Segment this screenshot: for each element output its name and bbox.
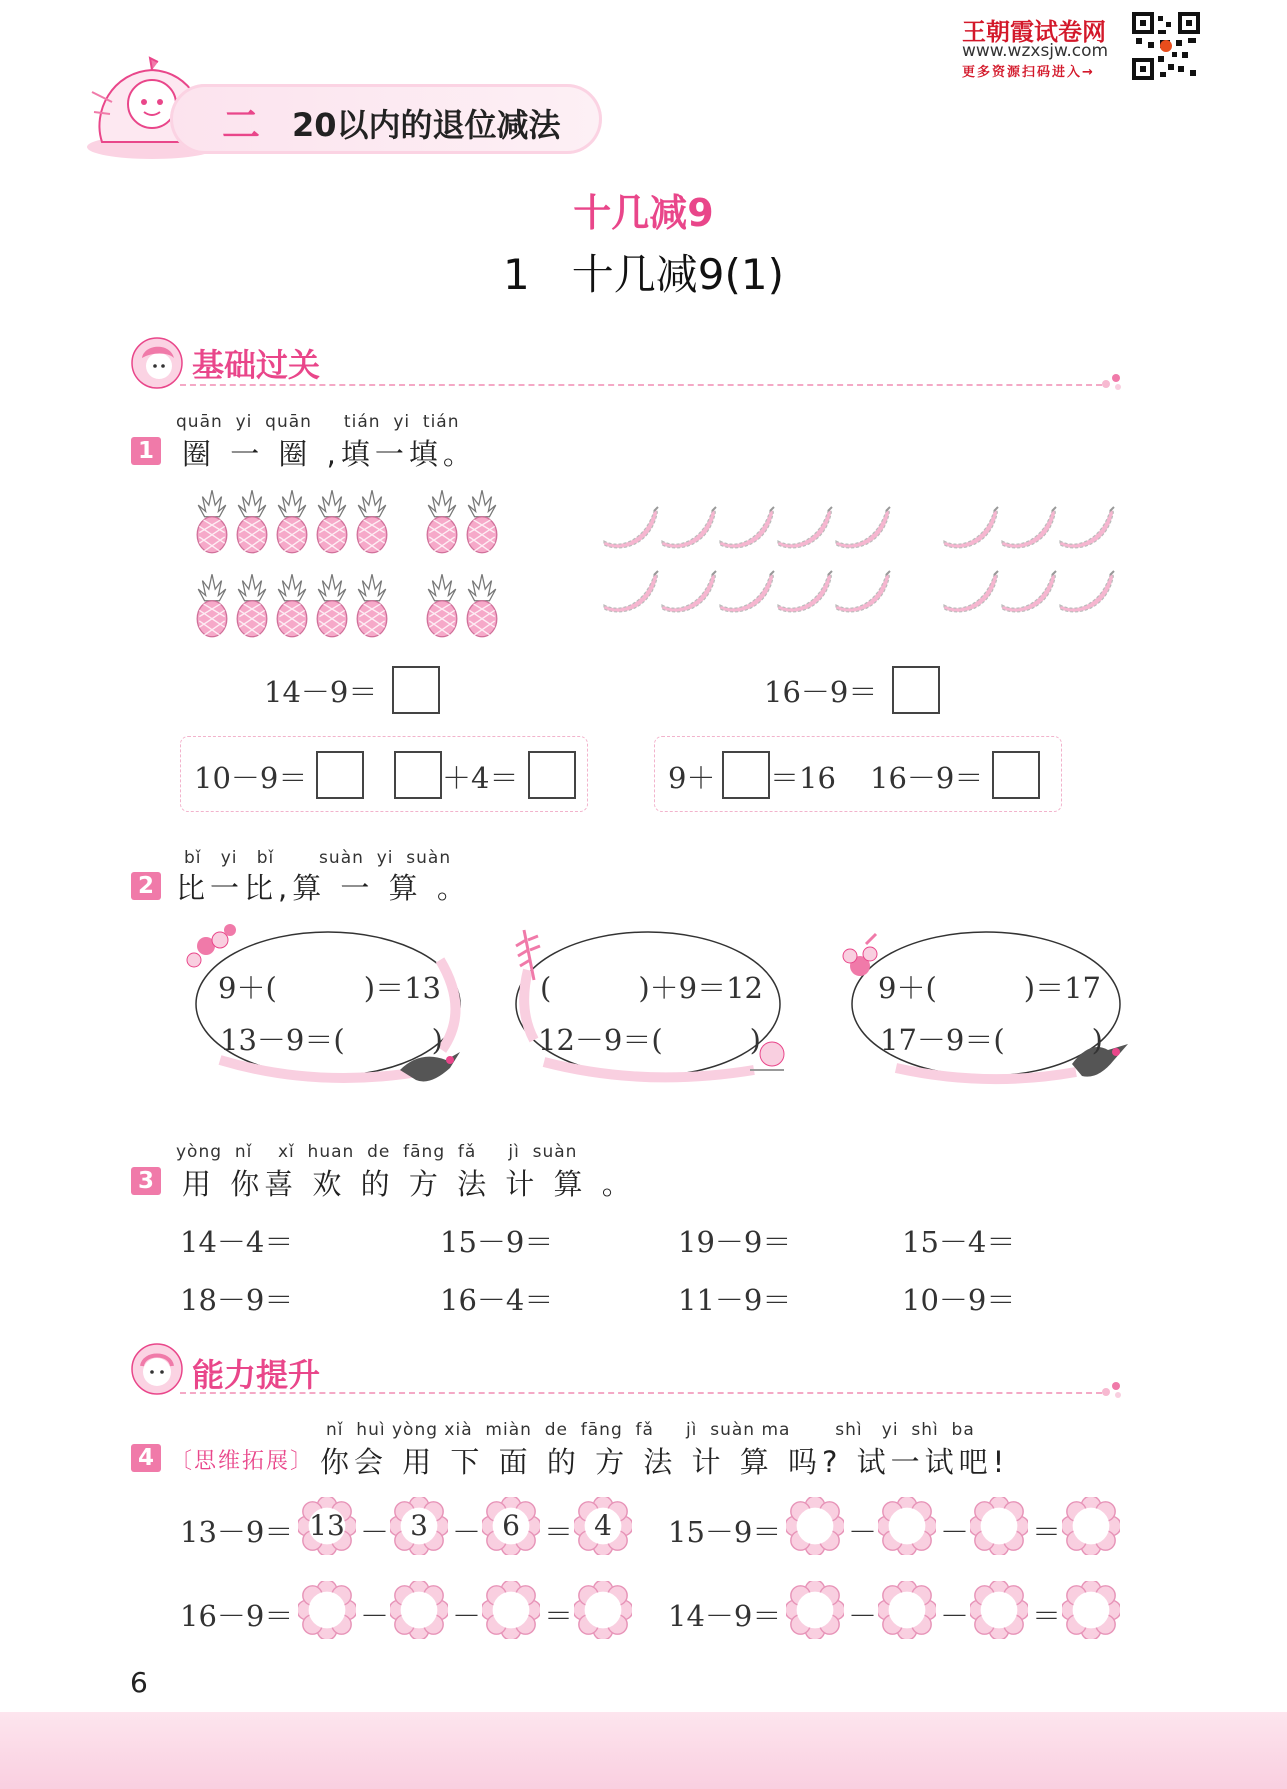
q3-item: 18－9＝ (180, 1283, 294, 1317)
unit-number: 二 (222, 103, 261, 147)
q1-question: 圈 一 圈 ,填一填。 (182, 437, 477, 471)
op-symbol: － (848, 1515, 878, 1549)
footer-band (0, 1712, 1287, 1789)
pineapple-icon (424, 488, 460, 554)
op-symbol: ＝ (544, 1515, 574, 1549)
flower-blank-icon[interactable] (786, 1497, 844, 1555)
op-symbol: － (940, 1515, 970, 1549)
q1-left-hint-a: 10－9＝ (194, 761, 308, 795)
q4-item: 15－9＝ (668, 1515, 782, 1549)
q2-number-badge: 2 (131, 872, 161, 900)
banana-icon (600, 568, 660, 618)
q2-g3-line2: 17－9＝( ) (880, 1023, 1103, 1057)
op-symbol: － (848, 1599, 878, 1633)
pineapple-icon (234, 488, 270, 554)
q4-number-badge: 4 (131, 1444, 161, 1472)
op-symbol: ＝ (1032, 1515, 1062, 1549)
q1-right-hint-b: ＝16 (770, 761, 836, 795)
pineapple-icon (314, 488, 350, 554)
q1-right-hint-c: 16－9＝ (870, 761, 984, 795)
brand-name: 王朝霞试卷网 (962, 18, 1106, 46)
q4-item: 14－9＝ (668, 1599, 782, 1633)
q2-g2-line2: 12－9＝( ) (538, 1023, 761, 1057)
banana-icon (1056, 568, 1116, 618)
lesson-title: 1 十几减9(1) (503, 250, 784, 299)
op-symbol: ＝ (544, 1599, 574, 1633)
answer-box[interactable] (722, 751, 770, 799)
advanced-heading: 能力提升 (192, 1356, 321, 1394)
dots-icon (1100, 1380, 1130, 1400)
flower-blank-icon[interactable] (970, 1581, 1028, 1639)
pineapple-icon (424, 572, 460, 638)
q1-left-equation: 14－9＝ (264, 675, 378, 709)
q1-right-hint-a: 9＋ (668, 761, 716, 795)
pineapple-icon (464, 488, 500, 554)
pineapple-group (194, 488, 524, 648)
q4-example-prefix: 13－9＝ (180, 1515, 294, 1549)
brand-tip: 更多资源扫码进入→ (962, 65, 1095, 80)
op-symbol: － (452, 1515, 482, 1549)
flower-blank-icon[interactable] (1062, 1497, 1120, 1555)
basic-heading: 基础过关 (192, 346, 321, 384)
banana-icon (658, 568, 718, 618)
q4-item: 16－9＝ (180, 1599, 294, 1633)
flower-blank-icon[interactable] (786, 1581, 844, 1639)
pineapple-icon (194, 572, 230, 638)
flower-blank-icon[interactable] (878, 1497, 936, 1555)
pineapple-icon (234, 572, 270, 638)
q4-question: 你会 用 下 面 的 方 法 计 算 吗? 试一试吧! (320, 1445, 1010, 1479)
flower-blank-icon[interactable] (298, 1581, 356, 1639)
q2-g3-line1: 9＋( )＝17 (878, 971, 1101, 1005)
q3-item: 15－4＝ (902, 1225, 1016, 1259)
answer-box[interactable] (394, 751, 442, 799)
q3-item: 16－4＝ (440, 1283, 554, 1317)
q4-pinyin: nǐ huì yòng xià miàn de fāng fǎ jì suàn ma shì yi shì ba (326, 1420, 975, 1440)
pineapple-icon (274, 488, 310, 554)
banana-icon (940, 568, 1000, 618)
pineapple-icon (274, 572, 310, 638)
q3-item: 14－4＝ (180, 1225, 294, 1259)
q2-g2-line1: ( )＋9＝12 (540, 971, 763, 1005)
answer-box[interactable] (316, 751, 364, 799)
dots-icon (1100, 372, 1130, 392)
op-symbol: ＝ (1032, 1599, 1062, 1633)
banana-icon (716, 568, 776, 618)
q4-example-value: 4 (594, 1509, 612, 1542)
op-symbol: － (452, 1599, 482, 1633)
page-number: 6 (130, 1666, 148, 1699)
boy-avatar-icon (130, 1342, 184, 1396)
answer-box[interactable] (892, 666, 940, 714)
q4-example-value: 6 (502, 1509, 520, 1542)
flower-blank-icon[interactable] (878, 1581, 936, 1639)
q2-g1-line2: 13－9＝( ) (220, 1023, 443, 1057)
q4-example-value: 3 (410, 1509, 428, 1542)
banana-icon (998, 568, 1058, 618)
op-symbol: － (360, 1599, 390, 1633)
banana-icon (998, 504, 1058, 554)
answer-box[interactable] (992, 751, 1040, 799)
flower-blank-icon[interactable] (482, 1581, 540, 1639)
op-symbol: － (360, 1515, 390, 1549)
op-symbol: － (940, 1599, 970, 1633)
girl-avatar-icon (130, 336, 184, 390)
flower-blank-icon[interactable] (574, 1581, 632, 1639)
banana-icon (774, 504, 834, 554)
banana-group (600, 504, 1120, 634)
q3-item: 11－9＝ (678, 1283, 792, 1317)
divider (180, 1392, 1102, 1394)
pineapple-icon (194, 488, 230, 554)
answer-box[interactable] (392, 666, 440, 714)
q2-pinyin: bǐ yi bǐ suàn yi suàn (184, 848, 452, 868)
banana-icon (600, 504, 660, 554)
q3-question: 用 你喜 欢 的 方 法 计 算 。 (182, 1167, 636, 1201)
q1-pinyin: quān yi quān tián yi tián (176, 412, 460, 432)
banana-icon (774, 568, 834, 618)
q3-item: 19－9＝ (678, 1225, 792, 1259)
pineapple-icon (464, 572, 500, 638)
q4-tag: 〔思维拓展〕 (170, 1449, 315, 1474)
pineapple-icon (354, 488, 390, 554)
banana-icon (1056, 504, 1116, 554)
banana-icon (832, 568, 892, 618)
q3-pinyin: yòng nǐ xǐ huan de fāng fǎ jì suàn (176, 1142, 578, 1162)
unit-title: 20以内的退位减法 (292, 106, 561, 144)
flower-blank-icon[interactable] (970, 1497, 1028, 1555)
divider (180, 384, 1102, 386)
pineapple-icon (354, 572, 390, 638)
qr-code-icon[interactable] (1132, 12, 1200, 80)
q3-item: 10－9＝ (902, 1283, 1016, 1317)
flower-blank-icon[interactable] (1062, 1581, 1120, 1639)
section-title: 十几减9 (573, 191, 714, 235)
q1-number-badge: 1 (131, 437, 161, 465)
pineapple-icon (314, 572, 350, 638)
q2-g1-line1: 9＋( )＝13 (218, 971, 441, 1005)
flower-blank-icon[interactable] (390, 1581, 448, 1639)
banana-icon (832, 504, 892, 554)
q2-question: 比一比,算 一 算 。 (176, 871, 471, 905)
banana-icon (940, 504, 1000, 554)
q4-example-value: 13 (309, 1509, 345, 1542)
brand-url[interactable]: www.wzxsjw.com (962, 41, 1109, 61)
answer-box[interactable] (528, 751, 576, 799)
q1-left-hint-b: ＋4＝ (442, 761, 519, 795)
banana-icon (716, 504, 776, 554)
q3-number-badge: 3 (131, 1167, 161, 1195)
q1-right-equation: 16－9＝ (764, 675, 878, 709)
q3-item: 15－9＝ (440, 1225, 554, 1259)
banana-icon (658, 504, 718, 554)
